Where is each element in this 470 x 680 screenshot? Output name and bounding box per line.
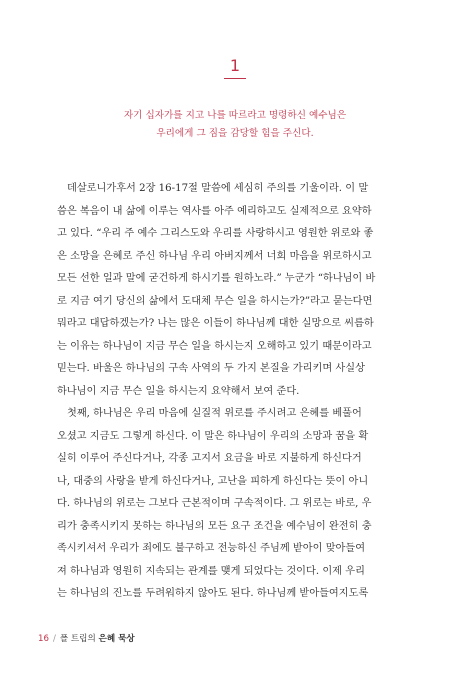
page-number: 16 (38, 634, 49, 644)
epigraph-line: 우리에게 그 짐을 감당할 힘을 주신다. (156, 128, 314, 139)
book-title-prefix: 폴 트립의 (59, 634, 96, 644)
page-footer (38, 632, 135, 644)
paragraph-line: 로 지금 여기 당신의 삶에서 도대체 무슨 일을 하시는가?”라고 묻는다면 (57, 295, 373, 307)
paragraph-line: 족시키셔서 우리가 죄에도 불구하고 전능하신 주님께 받아이 맞아들여 (57, 543, 366, 554)
paragraph-line: 실히 이루어 주신다거나, 각종 고지서 요금을 바로 지불하게 하신다거 (57, 453, 362, 464)
paragraph-line: 하나님이 지금 무슨 일을 하시는지 요약해서 보여 준다. (57, 385, 300, 397)
paragraph-line: 는 하나님의 진노를 두려워하지 않아도 된다. 하나님께 받아들여지도록 (57, 588, 369, 599)
body-text (57, 178, 411, 606)
paragraph-line: 믿는다. 바울은 하나님의 구속 사역의 두 가지 본질을 가리키며 사실상 (57, 363, 365, 374)
paragraph-line: 뭐라고 대답하겠는가? 나는 많은 이들이 하나님께 대한 실망으로 씨름하 (57, 318, 374, 329)
paragraph-line: 씀은 복음이 내 삶에 이루는 역사를 아주 예리하고도 실제적으로 요약하 (57, 205, 372, 217)
paragraph-line: 모든 선한 일과 말에 굳건하게 하시기를 원하노라.” 누군가 “하나님이 바 (57, 273, 376, 284)
paragraph-line: 다. 하나님의 위로는 그보다 근본적이며 구속적이다. 그 위로는 바로, 우 (57, 498, 372, 509)
book-title: 은혜 묵상 (98, 634, 135, 644)
footer-separator: / (52, 634, 56, 644)
epigraph-line: 자기 십자가를 지고 나를 따르라고 명령하신 예수님은 (123, 110, 347, 121)
chapter-number: 1 (229, 56, 241, 75)
paragraph-line: 첫째, 하나님은 우리 마음에 실질적 위로를 주시려고 은혜를 베풀어 (67, 408, 362, 419)
paragraph-line: 리가 충족시키지 못하는 하나님의 모든 요구 조건을 예수님이 완전히 충 (57, 520, 372, 532)
epigraph (0, 107, 470, 143)
paragraph-line: 은 소망을 은혜로 주신 하나님 우리 아버지께서 너희 마음을 위로하시고 (57, 250, 372, 262)
paragraph-line: 나, 대중의 사랑을 받게 하신다거나, 고난을 피하게 하신다는 뜻이 아니 (57, 475, 369, 487)
chapter-rule (224, 78, 246, 79)
paragraph-line: 는 이유는 하나님이 지금 무슨 일을 하시는지 오해하고 있기 때문이라고 (57, 340, 372, 352)
paragraph-line: 데살로니가후서 2장 16-17절 말씀에 세심히 주의를 기울이라. 이 말 (67, 183, 369, 194)
paragraph-line: 오셨고 지금도 그렇게 하신다. 이 말은 하나님이 우리의 소망과 꿈을 확 (57, 430, 369, 442)
paragraph-line: 고 있다. “우리 주 예수 그리스도와 우리를 사랑하시고 영원한 위로와 좋 (57, 228, 374, 239)
paragraph-line: 져 하나님과 영원히 지속되는 관계를 맺게 되었다는 것이다. 이제 우리 (57, 565, 365, 577)
